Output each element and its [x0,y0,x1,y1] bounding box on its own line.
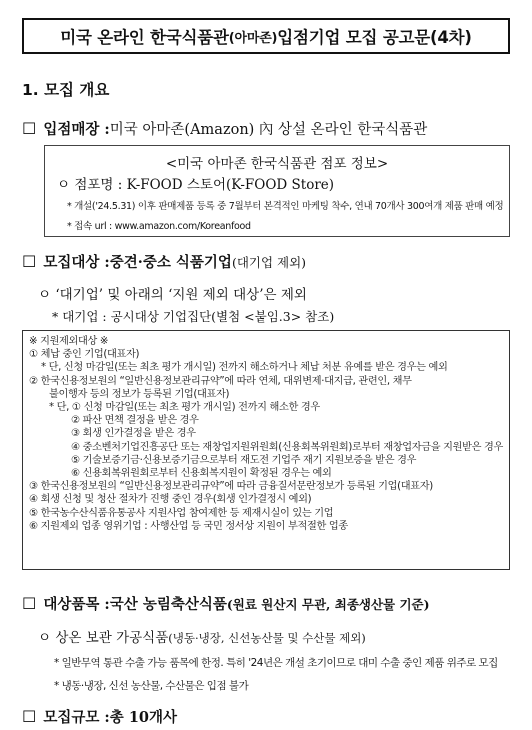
target-bullet: ㅇ ‘대기업’ 및 아래의 ‘지원 제외 대상’은 제외 [38,287,307,303]
exclusion-line: ② 한국신용정보원의 “일반신용정보관리규약”에 따라 연체, 대위변제·대지급, 관련인, 채무 [29,375,412,387]
checkbox-icon: ☐ [22,252,37,271]
items-tail: (원료 원산지 무관, 최종생산물 기준) [226,597,430,612]
exclusion-line: ⑤ 한국농수산식품유통공사 지원사업 참여제한 등 제재시실이 있는 기업 [29,507,334,519]
section-heading-overview: 1. 모집 개요 [22,81,110,99]
store-label: 입점매장 : [43,121,110,138]
exclusion-line: ④ 회생 신청 및 청산 절차가 진행 중인 경우(회생 인가결정시 예외) [29,494,312,506]
exclusion-line: ③ 한국신용정보원의 “일반신용정보관리규약”에 따라 금융질서문란정보가 등록된 기업(대표자) [29,481,433,493]
target-label: 모집대상 : [43,254,110,271]
checkbox-icon: ☐ [22,119,37,138]
scale-section [22,706,177,727]
exclusion-line: * 단, ① 신청 마감일(또는 최초 평가 개시일) 전까지 해소한 경우 [49,402,320,414]
scale-value: 총 10개사 [109,709,178,726]
exclusion-line: ② 파산 면책 결정을 받은 경우 [71,415,199,427]
title-main: 미국 온라인 한국식품관 [60,28,229,47]
exclusion-line: ① 체납 중인 기업(대표자) [29,349,140,361]
target-note: * 대기업 : 공시대상 기업집단(별첨 <붙임.3> 참조) [52,309,335,324]
items-section [22,593,430,614]
target-section [22,251,306,272]
checkbox-icon: ☐ [22,594,37,613]
exclusion-line: ③ 회생 인가결정을 받은 경우 [71,428,196,440]
title-paren: (아마존) [228,30,278,46]
store-info-box [44,145,510,237]
document-title [22,18,510,54]
exclusion-line: ⑤ 기술보증기금·신용보증기금으로부터 재도전 기업주 재기 지원보증을 받은 경우 [71,454,417,466]
exclusion-box [22,330,510,570]
target-tail: (대기업 제외) [231,255,307,270]
exclusion-line: ⑥ 신용회복위원회로부터 신용회복지원이 확정된 경우는 예외 [71,468,332,480]
items-value: 국산 농림축산식품 [109,596,227,613]
exclusion-line: * 단, 신청 마감일(또는 최초 평가 개시일) 전까지 해소하거나 체납 처분 유예를 받은 경우는 예외 [41,362,448,374]
items-bullet-tail: (냉동·냉장, 신선농산물 및 수산물 제외) [168,631,366,645]
scale-label: 모집규모 : [43,709,110,726]
target-value: 중견·중소 식품기업 [109,254,232,271]
store-note-opening: * 개설('24.5.31) 이후 판매제품 등록 중 7월부터 본격적인 마케팅 착수, 연내 70개사 300여개 제품 판매 예정 [67,201,504,212]
exclusion-line: ④ 중소벤처기업진흥공단 또는 재창업지원위원회(신용회복위원회)로부터 재창업자금을 지원받은 경우 [71,441,503,453]
exclusion-list [29,335,503,533]
items-note-export: * 일반무역 통관 수출 가능 품목에 한정. 특히 '24년은 개설 초기이므로 대미 수출 중인 제품 위주로 모집 [54,657,498,669]
store-value: 미국 아마존(Amazon) 內 상설 온라인 한국식품관 [109,122,428,138]
items-bullet-main: ㅇ 상온 보관 가공식품 [38,630,169,646]
exclusion-line: ※ 지원제외대상 ※ [29,336,109,347]
exclusion-line: 불이행자 등의 정보가 등록된 기업(대표자) [49,388,230,400]
items-note-frozen: * 냉동·냉장, 신선 농산물, 수산물은 입점 불가 [54,680,249,692]
items-label: 대상품목 : [43,596,110,613]
exclusion-line: ⑥ 지원제외 업종 영위기업 : 사행산업 등 국민 정서상 지원이 부적절한 업종 [29,520,348,532]
title-rest: 입점기업 모집 공고문(4차) [277,28,472,47]
store-name-row: ㅇ 점포명 : K-FOOD 스토어(K-FOOD Store) [57,177,335,193]
store-section [22,118,427,139]
store-note-url: * 접속 url : www.amazon.com/Koreanfood [67,221,251,232]
store-info-caption: <미국 아마존 한국식품관 점포 정보> [165,156,389,172]
checkbox-icon: ☐ [22,707,37,726]
items-bullet [38,626,366,646]
